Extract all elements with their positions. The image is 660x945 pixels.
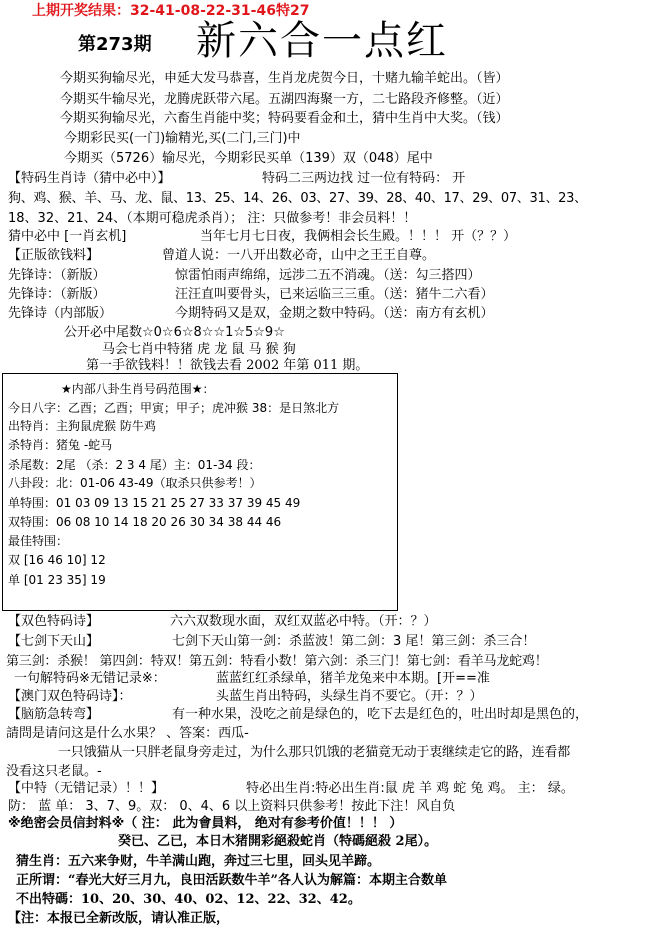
no-show-numbers: 不出特碼：10、20、30、40、02、12、22、32、42。 [16,892,361,907]
box-row-even-best: 双 [16 46 10] 12 [8,553,106,567]
last-draw-result: 上期开奖结果：32-41-08-22-31-46特27 [32,3,310,19]
box-row-best-range: 最佳特围： [8,534,69,548]
box-row-kill-tail: 杀尾数：2尾 （杀：2 3 4 尾）主：01-34 段： [8,458,261,472]
bagua-range-box [2,373,398,611]
box-title: ★内部八卦生肖号码范围★： [61,382,215,396]
vanguard-poem-label-1: 先锋诗：（新版） [8,268,106,283]
section-heading-mystery: 猜中必中 [一肖玄机] [8,229,127,244]
two-color-poem: 六六双数现水面，双红双蓝必中特。（开：？） [170,614,437,629]
riddle-text: 有一种水果，没吃之前是绿色的，吃下去是红色的，吐出时却是黑色的， [172,707,589,722]
section-heading-macau: 【澳门双色特码诗】： [8,689,132,704]
box-row-even-range: 双特围：06 08 10 14 18 20 26 30 34 38 44 46 [8,515,282,529]
tail-numbers-line: 公开必中尾数☆0☆6☆8☆☆1☆5☆9☆ [64,325,285,340]
kill-zodiac-note: 癸已、乙已，本日木猪開彩絕殺蛇肖（特碼絕殺 2尾）。 [118,834,438,849]
vanguard-poem-1: 惊雷怕雨声绵绵，远涉二五不消魂。（送：勾三搭四） [175,268,481,283]
seven-swords-text-cont: 第三剑：杀猴！ 第四剑：特双！第五剑：特看小数！第六剑：杀三门！第七剑：看羊马龙蛇鸡！ [6,654,548,669]
guard-line: 防： 蓝 单： 3、7、9。双： 0、4、6 以上资料只供参考！按此下注！风自负 [8,799,456,814]
riddle-answer: 請問是请问这是什么水果？ 、答案：西瓜- [6,726,249,741]
verse-line-2: 今期买牛输尽光，龙腾虎跃带六尾。五湖四海聚一方，二七路段齐修整。（近） [60,92,509,107]
section-heading-two-color: 【双色特码诗】 [8,614,100,629]
special-zodiac-text: 特必出生肖:特必出生肖:鼠 虎 羊 鸡 蛇 兔 鸡。 主： 绿。 [246,781,574,796]
cat-riddle-text-cont: 没看这只老鼠。- [6,764,102,779]
vanguard-poem-3: 今期特码又是双，金期之数中特码。（送：南方有玄机） [175,306,494,321]
vanguard-poem-2: 汪汪直叫要骨头，已来运临三三重。（送：猪牛二六看） [175,287,494,302]
seven-zodiac-line: 马会七肖中特猪 虎 龙 鼠 马 猴 狗 [102,342,296,357]
zodiac-number-list-cont: 18、32、21、24、（本期可稳虎杀肖）； 注：只做参考！非会员料！！ [8,211,417,226]
verse-line-5: 今期买（5726）输尽光，今期彩民买单（139）双（048）尾中 [64,151,433,166]
first-hand-line: 第一手欲钱料！！欲钱去看 2002 年第 011 期。 [86,358,369,373]
zodiac-poem-text: 特码二三两边找 过一位有特码： 开 [262,171,466,186]
verse-line-4: 今期彩民买(一门)输精光,买(二门,三门)中 [64,131,301,146]
issue-number: 第273期 [78,34,152,55]
mystery-text: 当年七月七日夜，我俩相会长生殿。！！！ 开（？？） [200,229,517,244]
one-line-hint-label: 一句解特码※无错记录※： [14,671,166,686]
section-heading-money: 【正版欲钱料】 [8,248,100,263]
box-row-special-zodiac: 出特肖：主狗鼠虎猴 防牛鸡 [8,419,156,433]
section-heading-riddle: 【脑筋急转弯】 [8,707,100,722]
footer-note: 【注：本报已全新改版，请认准正版， [8,911,230,926]
zodiac-number-list: 狗、鸡、猴、羊、马、龙、鼠、13、25、14、26、03、27、39、28、40、17、29、07、31、23、 [8,191,587,206]
box-row-bazi: 今日八字：乙酉；乙酉；甲寅；甲子；虎冲猴 38：是日煞北方 [8,401,340,415]
seven-swords-text: 七剑下天山第一剑：杀蓝波！第二剑：3 尾！第三剑：杀三合！ [172,634,536,649]
one-line-hint-text: 蓝蓝红红杀绿单，猪羊龙兔来中本期。[开==准 [216,671,490,686]
section-heading-seven-swords: 【七剑下天山】 [8,634,100,649]
cat-riddle-text: 一只饿猫从一只胖老鼠身旁走过，为什么那只饥饿的老猫竟无动于衷继续走它的路，连看都 [58,745,571,760]
box-row-kill-zodiac: 杀特肖：猪兔 -蛇马 [8,438,113,452]
member-envelope-heading: ※绝密会员信封料※（ 注： 此为會員料， 绝对有参考价值！！！ ） [8,816,403,831]
page-title: 新六合一点红 [196,18,448,64]
vanguard-poem-label-3: 先锋诗（内部版） [8,306,113,321]
box-row-odd-best: 单 [01 23 35] 19 [8,573,106,587]
verse-line-1: 今期买狗输尽光，申延大发马恭喜，生肖龙虎贺今日，十赌九输羊蛇出。（皆） [60,71,509,86]
box-row-bagua-segment: 八卦段：北：01-06 43-49（取杀只供参考！） [8,476,262,490]
vanguard-poem-label-2: 先锋诗：（新版） [8,287,106,302]
guess-zodiac-line: 猜生肖：五六来争财，牛羊满山跑，奔过三七里，回头见羊蹄。 [16,854,381,869]
money-text: 曾道人说：一八开出数必奇，山中之王王自尊。 [162,248,436,263]
proverb-line: 正所谓：“春光大好三月九，良田活跃数牛羊”各人认为解篇：本期主合数单 [16,873,447,888]
box-row-odd-range: 单特围：01 03 09 13 15 21 25 27 33 37 39 45 49 [8,496,301,510]
section-heading-special: 【中特（无错记录）！！】 [8,781,165,796]
verse-line-3: 今期买狗输尽光，六畜生肖能中奖；特码要看金和土，猜中生肖中大奖。（钱） [60,111,509,126]
section-heading-zodiac-poem: 【特码生肖诗（猜中必中）】 [8,171,171,186]
macau-poem: 头蓝生肖出特码，头绿生肖不要它。（开：？） [216,689,483,704]
